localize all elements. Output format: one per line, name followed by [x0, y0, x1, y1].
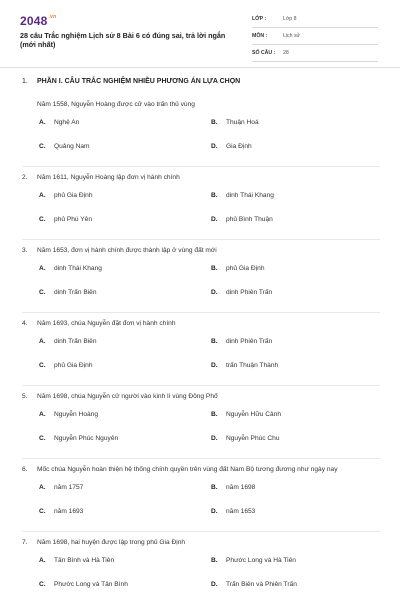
question-block: [22, 239, 380, 312]
answer-option[interactable]: [211, 215, 383, 239]
option-text: dinh Trấn Biên: [54, 289, 97, 296]
question-number: 6.: [22, 466, 28, 473]
option-text: Nguyễn Hữu Cảnh: [226, 411, 281, 418]
answer-option[interactable]: [211, 410, 383, 434]
answer-option[interactable]: [39, 118, 211, 142]
meta-key: MÔN :: [252, 33, 268, 39]
answer-option[interactable]: [39, 434, 211, 458]
option-letter: C.: [39, 581, 46, 588]
option-letter: A.: [39, 557, 46, 564]
document-title: 28 câu Trắc nghiệm Lịch sử 8 Bài 6 có đúng sai, trả lời ngắn (mới nhất): [20, 31, 226, 49]
option-text: phủ Gia Định: [226, 265, 265, 272]
answer-option[interactable]: [211, 337, 383, 361]
answer-options: [22, 483, 380, 531]
logo-suffix: .vn: [48, 14, 57, 20]
option-text: Phước Long và Tân Bình: [54, 581, 128, 588]
page-header: [0, 0, 400, 68]
answer-option[interactable]: [39, 215, 211, 239]
answer-option[interactable]: [211, 580, 383, 600]
option-text: dinh Thái Khang: [226, 192, 274, 199]
option-letter: D.: [211, 508, 218, 515]
question-header: [22, 459, 380, 483]
option-letter: C.: [39, 362, 46, 369]
question-text: Năm 1698, hai huyện được lập trong phủ Gia Định: [37, 539, 186, 546]
question-number: 4.: [22, 320, 28, 327]
question-number: 5.: [22, 393, 28, 400]
option-text: năm 1757: [54, 484, 84, 491]
answer-option[interactable]: [39, 361, 211, 385]
answer-options: [22, 118, 380, 166]
document-meta: [252, 13, 378, 64]
option-letter: A.: [39, 411, 46, 418]
answer-option[interactable]: [39, 483, 211, 507]
option-letter: B.: [211, 265, 218, 272]
site-logo[interactable]: [20, 14, 56, 28]
option-letter: B.: [211, 557, 218, 564]
answer-option[interactable]: [39, 507, 211, 531]
question-text: Năm 1611, Nguyễn Hoàng lập đơn vị hành chính: [37, 174, 180, 181]
option-text: phủ Phú Yên: [54, 216, 93, 223]
section-heading: [22, 78, 380, 98]
question-header: [22, 386, 380, 410]
option-text: năm 1693: [54, 508, 84, 515]
option-letter: A.: [39, 119, 46, 126]
question-block: [22, 385, 380, 458]
meta-key: SỐ CÂU :: [252, 50, 276, 56]
question-list: [22, 98, 380, 600]
question-number: [22, 100, 37, 109]
option-text: phủ Bình Thuận: [226, 216, 273, 223]
question-block: [22, 98, 380, 166]
meta-row-class: [252, 13, 378, 28]
question-text: Năm 1653, đơn vị hành chính được thành lập ở vùng đất mới: [37, 247, 217, 254]
option-text: năm 1653: [226, 508, 256, 515]
question-number: 3.: [22, 247, 28, 254]
section-number: 1.: [22, 78, 28, 85]
question-text: Mốc chúa Nguyễn hoàn thiện hệ thống chính quyền trên vùng đất Nam Bộ tương đương như ngày nay: [37, 466, 338, 473]
option-letter: D.: [211, 581, 218, 588]
meta-value: 28: [283, 50, 289, 56]
answer-option[interactable]: [39, 580, 211, 600]
answer-options: [22, 264, 380, 312]
question-text: Năm 1698, chúa Nguyễn cử người vào kinh lí vùng Đông Phố: [37, 393, 218, 400]
answer-option[interactable]: [211, 434, 383, 458]
option-text: Tân Bình và Hà Tiên: [54, 557, 115, 564]
answer-options: [22, 191, 380, 239]
answer-option[interactable]: [211, 264, 383, 288]
meta-row-subject: [252, 30, 378, 45]
option-letter: A.: [39, 338, 46, 345]
option-text: phủ Gia Định: [54, 362, 93, 369]
option-text: Gia Định: [226, 143, 252, 150]
question-header: [22, 167, 380, 191]
answer-option[interactable]: [211, 191, 383, 215]
option-letter: C.: [39, 435, 46, 442]
option-letter: D.: [211, 362, 218, 369]
option-letter: B.: [211, 484, 218, 491]
answer-option[interactable]: [39, 410, 211, 434]
quiz-content: [22, 78, 380, 600]
question-header: [22, 240, 380, 264]
answer-options: [22, 410, 380, 458]
question-number: 7.: [22, 539, 28, 546]
option-letter: C.: [39, 508, 46, 515]
option-text: Phước Long và Hà Tiên: [226, 557, 296, 564]
answer-option[interactable]: [211, 118, 383, 142]
option-text: dinh Phiên Trấn: [226, 338, 273, 345]
option-letter: C.: [39, 143, 46, 150]
question-header: [22, 532, 380, 556]
option-letter: D.: [211, 289, 218, 296]
meta-key: LỚP :: [252, 16, 267, 22]
option-letter: B.: [211, 411, 218, 418]
answer-option[interactable]: [39, 556, 211, 580]
answer-option[interactable]: [211, 142, 383, 166]
answer-option[interactable]: [211, 361, 383, 385]
option-letter: D.: [211, 143, 218, 150]
answer-option[interactable]: [211, 507, 383, 531]
option-text: Nguyễn Phúc Chu: [226, 435, 280, 442]
answer-option[interactable]: [39, 337, 211, 361]
meta-value: Lịch sử: [283, 33, 301, 39]
answer-options: [22, 556, 380, 600]
question-header: [22, 313, 380, 337]
section-title: PHẦN I. CÂU TRẮC NGHIỆM NHIỀU PHƯƠNG ÁN LỰA CHỌN: [37, 78, 241, 85]
answer-option[interactable]: [39, 191, 211, 215]
option-text: năm 1698: [226, 484, 256, 491]
answer-option[interactable]: [211, 483, 383, 507]
option-letter: A.: [39, 265, 46, 272]
option-letter: B.: [211, 192, 218, 199]
option-text: Nghệ An: [54, 119, 80, 126]
option-letter: A.: [39, 484, 46, 491]
question-block: [22, 312, 380, 385]
option-text: dinh Trấn Biên: [54, 338, 97, 345]
option-text: trấn Thuận Thành: [226, 362, 279, 369]
question-number: 2.: [22, 174, 28, 181]
meta-value: Lớp 8: [283, 16, 297, 22]
option-letter: C.: [39, 289, 46, 296]
question-block: [22, 166, 380, 239]
question-text: Năm 1558, Nguyễn Hoàng được cử vào trấn thủ vùng: [37, 101, 195, 108]
option-text: Nguyễn Phúc Nguyên: [54, 435, 119, 442]
answer-option[interactable]: [39, 142, 211, 166]
option-letter: C.: [39, 216, 46, 223]
answer-option[interactable]: [211, 556, 383, 580]
option-text: phủ Gia Định: [54, 192, 93, 199]
question-block: [22, 458, 380, 531]
logo-text: 2048: [20, 14, 48, 28]
option-text: Quảng Nam: [54, 143, 90, 150]
question-header: [22, 98, 380, 118]
answer-option[interactable]: [39, 264, 211, 288]
option-letter: D.: [211, 435, 218, 442]
answer-option[interactable]: [211, 288, 383, 312]
option-text: dinh Phiên Trấn: [226, 289, 273, 296]
question-text: Năm 1693, chúa Nguyễn đặt đơn vị hành chính: [37, 320, 176, 327]
question-block: [22, 531, 380, 600]
answer-options: [22, 337, 380, 385]
option-text: dinh Thái Khang: [54, 265, 102, 272]
option-letter: D.: [211, 216, 218, 223]
option-letter: B.: [211, 338, 218, 345]
option-text: Trấn Biên và Phiên Trấn: [226, 581, 297, 588]
option-text: Thuận Hoá: [226, 119, 259, 126]
answer-option[interactable]: [39, 288, 211, 312]
option-text: Nguyễn Hoàng: [54, 411, 98, 418]
option-letter: B.: [211, 119, 218, 126]
meta-row-count: [252, 47, 378, 62]
option-letter: A.: [39, 192, 46, 199]
